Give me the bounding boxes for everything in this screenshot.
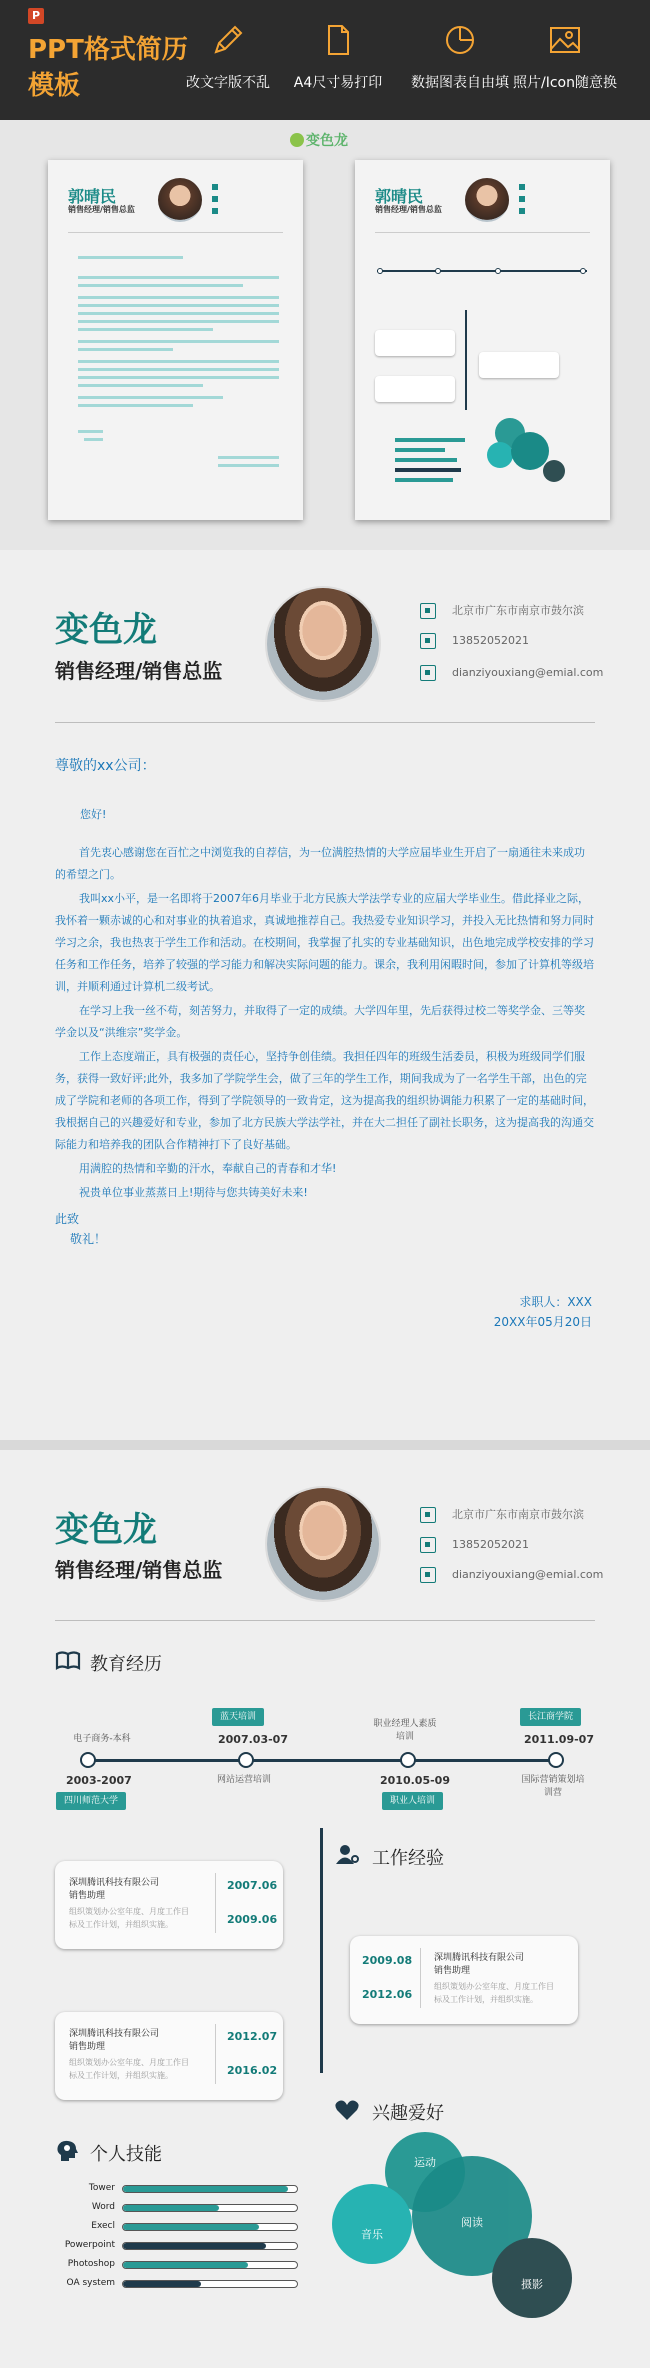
heart-icon xyxy=(334,2099,360,2121)
preview-text-line xyxy=(78,276,279,279)
ppt-logo-icon: P xyxy=(28,8,44,24)
letter-greeting: 尊敬的xx公司： xyxy=(55,758,156,774)
preview-strip xyxy=(0,120,650,550)
skill-bar xyxy=(122,2204,298,2212)
preview-rule xyxy=(68,232,283,233)
hobby-bubble xyxy=(332,2184,412,2264)
letter-signature: 求职人：XXX xyxy=(519,1295,592,1309)
preview-resume[interactable] xyxy=(355,160,610,520)
mail-icon xyxy=(420,665,436,681)
timeline-date: 2010.05-09 xyxy=(380,1774,450,1787)
hobby-label: 摄影 xyxy=(521,2278,543,2291)
timeline-dot xyxy=(238,1752,254,1768)
letter-closing: 敬礼！ xyxy=(70,1232,107,1246)
letter-body xyxy=(55,842,595,1206)
hobby-bubble xyxy=(492,2238,572,2318)
timeline-date: 2011.09-07 xyxy=(524,1733,594,1746)
preview-avatar xyxy=(465,178,509,222)
preview-text-line xyxy=(78,304,279,307)
skill-bar xyxy=(122,2185,298,2193)
timeline-text: 电子商务-本科 xyxy=(73,1734,131,1744)
work-card[interactable]: 2009.08 2012.06 深圳腾讯科技有限公司 销售助理 组织策划办公室年度、月度工作目标及工作计划，并组织实施。 xyxy=(350,1936,578,2024)
skill-bar-fill xyxy=(123,2186,288,2192)
letter-paragraph: 工作上态度端正，具有极强的责任心，坚持争创佳绩。我担任四年的班级生活委员，积极为班级同学们服务，获得一致好评;此外，我多加了学院学生会，做了三年的学生工作，期间我成为了一名学生干部，出色的完成了学院和老师的各项工作，得到了学院领导的一致肯定，这为提高我的组织协调能力积累了一定的基础时间，我根据自己的兴趣爱好和专业，参加了北方民族大学法学社，并在大二担任了副社长职务，这为提高我的沟通交际能力和培养我的团队合作精神打下了良好基础。 xyxy=(55,1050,594,1151)
preview-text-line xyxy=(78,256,183,259)
skill-bar xyxy=(122,2280,298,2288)
preview-text-line xyxy=(78,430,103,433)
preview-text-line xyxy=(78,384,203,387)
letter-paragraph: 在学习上我一丝不苟，刻苦努力，并取得了一定的成绩。大学四年里，先后获得过校二等奖学金、三等奖学金以及“洪维宗”奖学金。 xyxy=(55,1004,585,1039)
section-title-work: 工作经验 xyxy=(372,1848,444,1869)
letter-paragraph: 用满腔的热情和辛勤的汗水，奉献自己的青春和才华! xyxy=(79,1162,337,1175)
timeline-tag: 蓝天培训 xyxy=(212,1708,264,1726)
hobby-label: 阅读 xyxy=(461,2216,483,2229)
preview-text-line xyxy=(78,396,223,399)
brand-logo: 变色龙 xyxy=(290,130,348,150)
timeline-tag: 长江商学院 xyxy=(520,1708,581,1726)
preview-name: 郭晴民 xyxy=(68,187,117,206)
candidate-name: 变色龙 xyxy=(55,610,157,650)
image-icon xyxy=(547,22,583,58)
preview-text-line xyxy=(78,328,213,331)
letter-closing: 此致 xyxy=(55,1212,80,1226)
preview-title: 销售经理/销售总监 xyxy=(68,205,135,214)
preview-contact-line xyxy=(212,196,222,203)
preview-text-line xyxy=(78,376,279,379)
skill-bar xyxy=(122,2261,298,2269)
letter-paragraph: 祝贵单位事业蒸蒸日上!期待与您共铸美好未来! xyxy=(79,1186,308,1199)
letter-salute: 您好! xyxy=(80,808,107,821)
work-timeline xyxy=(320,1828,323,2073)
skill-bar-fill xyxy=(123,2243,266,2249)
book-icon xyxy=(55,1650,81,1672)
section-title-education: 教育经历 xyxy=(90,1654,162,1675)
preview-text-line xyxy=(84,438,103,441)
preview-text-line xyxy=(78,296,279,299)
hobby-label: 音乐 xyxy=(361,2228,383,2241)
mail-icon xyxy=(420,1567,436,1583)
preview-contact-line xyxy=(519,184,529,191)
feature-print: A4尺寸易打印 xyxy=(278,22,398,92)
work-card[interactable]: 深圳腾讯科技有限公司 销售助理 组织策划办公室年度、月度工作目标及工作计划，并组织实施。 2007.06 2009.06 xyxy=(55,1861,283,1949)
letter-date: 20XX年05月20日 xyxy=(493,1315,592,1329)
chameleon-icon xyxy=(290,133,304,147)
preview-text-line xyxy=(78,360,279,363)
skill-bar xyxy=(122,2223,298,2231)
letter-paragraph: 我叫xx小平，是一名即将于2007年6月毕业于北方民族大学法学专业的应届大学毕业生。借此择业之际，我怀着一颗赤诚的心和对事业的执着追求，真诚地推荐自己。我热爱专业知识学习，并投入无比热情和努力同时学习之余，我也热衷于学生工作和活动。在校期间，我掌握了扎实的专业基础知识，出色地完成学校安排的学习任务和工作任务，培养了较强的学习能力和解决实际问题的能力。课余，我利用闲暇时间，参加了计算机等级培训，并顺利通过计算机二级考试。 xyxy=(55,892,594,993)
preview-text-line xyxy=(218,456,279,459)
preview-text-line xyxy=(78,320,279,323)
timeline-dot xyxy=(548,1752,564,1768)
preview-card xyxy=(375,330,455,356)
skill-bar-fill xyxy=(123,2224,259,2230)
preview-text-line xyxy=(78,368,279,371)
timeline-date: 2007.03-07 xyxy=(218,1733,288,1746)
preview-timeline xyxy=(377,270,587,272)
preview-contact-line xyxy=(519,208,529,215)
feature-photo: 照片/Icon随意换 xyxy=(505,22,625,92)
preview-card xyxy=(479,352,559,378)
preview-text-line xyxy=(218,464,279,467)
timeline-text: 网站运营培训 xyxy=(216,1775,271,1785)
preview-text-line xyxy=(78,348,173,351)
header-rule xyxy=(55,1620,595,1621)
work-card[interactable]: 深圳腾讯科技有限公司 销售助理 组织策划办公室年度、月度工作目标及工作计划，并组织实施。 2012.07 2016.02 xyxy=(55,2012,283,2100)
timeline-dot xyxy=(80,1752,96,1768)
timeline-text: 国际营销策划培训营 xyxy=(521,1775,585,1798)
job-title: 销售经理/销售总监 xyxy=(55,659,223,683)
preview-text-line xyxy=(78,312,279,315)
preview-cover-letter[interactable] xyxy=(48,160,303,520)
education-timeline xyxy=(85,1759,563,1762)
home-icon xyxy=(420,603,436,619)
cover-letter-page: 变色龙 销售经理/销售总监 北京市广东市南京市鼓尔滨 13852052021 dianziyouxiang@emial.com 尊敬的xx公司： 您好! 首先衷心感谢您在百忙之中浏览我的自荐信，为一位满腔热情的大学应届毕业生开启了一扇通往未来成功的希望之门。 我叫xx小平，是一名即将于2007年6月毕业于北方民族大学法学专业的应届大学毕业生。借此择业之际，我怀着一颗赤诚的心和对事业的执着追求，真诚地推荐自己。我热爱专业知识学习，并投入无比热情和努力同时学习之余，我也热衷于学生工作和活动。在校期间，我掌握了扎实的专业基础知识，出色地完成学校安排的学习任务和工作任务，培养了较强的学习能力和解决实际问题的能力。课余，我利用闲暇时间，参加了计算机等级培训，并顺利通过计算机二级考试。 在学习上我一丝不苟，刻苦努力，并取得了一定的成绩。大学四年里，先后获得过校二等奖学金、三等奖学金以及“洪维宗”奖学金。 工作上态度端正，具有极强的责任心，坚持争创佳绩。我担任四年的班级生活委员，积极为班级同学们服务，获得一致好评;此外，我多加了学院学生会，做了三年的学生工作，期间我成为了一名学生干部，出色的完成了学院和老师的各项工作，得到了学院领导的一致肯定，这为提高我的组织协调能力积累了一定的基础时间，我根据自己的兴趣爱好和专业，参加了北方民族大学法学社，并在大二担任了副社长职务，这为提高我的沟通交际能力和培养我的团队合作精神打下了良好基础。 用满腔的热情和辛勤的汗水，奉献自己的青春和才华! 祝贵单位事业蒸蒸日上!期待与您共铸美好未来! 此致 敬礼！ 求职人：XXX 20XX年05月20日 xyxy=(0,550,650,1450)
avatar xyxy=(267,1488,379,1600)
pencil-icon xyxy=(210,22,246,58)
preview-text-line xyxy=(78,340,279,343)
feature-edit: 改文字版不乱 xyxy=(168,22,288,92)
preview-avatar xyxy=(158,178,202,222)
section-title-hobbies: 兴趣爱好 xyxy=(372,2103,444,2124)
phone-icon xyxy=(420,1537,436,1553)
timeline-date: 2003-2007 xyxy=(66,1774,132,1787)
document-icon xyxy=(320,22,356,58)
pie-chart-icon xyxy=(442,22,478,58)
skill-name: OA system xyxy=(66,2278,115,2288)
preview-contact-line xyxy=(519,196,529,203)
skill-name: Word xyxy=(91,2202,115,2212)
timeline-tag: 四川师范大学 xyxy=(56,1792,126,1810)
preview-text-line xyxy=(78,284,243,287)
user-icon xyxy=(334,1843,360,1865)
resume-page: 变色龙 销售经理/销售总监 北京市广东市南京市鼓尔滨 13852052021 dianziyouxiang@emial.com 教育经历 电子商务-本科 蓝天培训 2007.03-07 职业经理人素质培训 长江商学院 2011.09-07 2003-2007 四川师范大学 网站运营培训 2010.05-09 职业人培训 国际营销策划培训营 工作经验 深圳腾讯科技有限公司 销售助理 组织策划办公室年度、月度工作目标及工作计划，并组织实施。 2007.06 2009.06 深圳腾讯科技有限公司 销售助理 组织策划办公室年度、月度工作目标及工作计划，并组织实施。 2012.07 2016.02 2009.08 2012.06 深圳腾讯科技有限公司 销售助理 组织策划办公室年度、月度工作目标及工作计划，并组织实施。 兴趣爱好 个人技能 Tower Word Execl Powerpoint Photoshop OA system 运动 音乐 阅读 摄影 xyxy=(0,1450,650,2368)
timeline-dot xyxy=(400,1752,416,1768)
home-icon xyxy=(420,1507,436,1523)
skill-bar xyxy=(122,2242,298,2250)
preview-name: 郭晴民 xyxy=(375,187,424,206)
preview-contact-line xyxy=(212,184,222,191)
skill-name: Tower xyxy=(88,2183,115,2193)
preview-card xyxy=(375,376,455,402)
preview-title: 销售经理/销售总监 xyxy=(375,205,442,214)
skill-name: Powerpoint xyxy=(64,2240,115,2250)
preview-text-line xyxy=(78,404,193,407)
section-title-skills: 个人技能 xyxy=(90,2144,162,2165)
timeline-text: 职业经理人素质培训 xyxy=(373,1719,437,1742)
skill-bar-fill xyxy=(123,2281,201,2287)
hobby-label: 运动 xyxy=(414,2156,436,2169)
preview-contact-line xyxy=(212,208,222,215)
letter-paragraph: 首先衷心感谢您在百忙之中浏览我的自荐信，为一位满腔热情的大学应届毕业生开启了一扇通往未来成功的希望之门。 xyxy=(55,846,585,881)
avatar xyxy=(267,588,379,700)
header-rule xyxy=(55,722,595,723)
preview-rule xyxy=(375,232,590,233)
banner xyxy=(0,0,650,120)
banner-title: PPT格式简历模板 xyxy=(28,35,188,101)
preview-vline xyxy=(465,310,467,410)
head-gear-icon xyxy=(55,2140,81,2162)
timeline-tag: 职业人培训 xyxy=(382,1792,443,1810)
skill-name: Execl xyxy=(91,2221,115,2231)
phone-icon xyxy=(420,633,436,649)
feature-chart: 数据图表自由填 xyxy=(400,22,520,92)
skill-name: Photoshop xyxy=(67,2259,115,2269)
candidate-name: 变色龙 xyxy=(55,1510,157,1550)
skill-bar-fill xyxy=(123,2205,219,2211)
job-title: 销售经理/销售总监 xyxy=(55,1558,223,1582)
skill-bar-fill xyxy=(123,2262,248,2268)
